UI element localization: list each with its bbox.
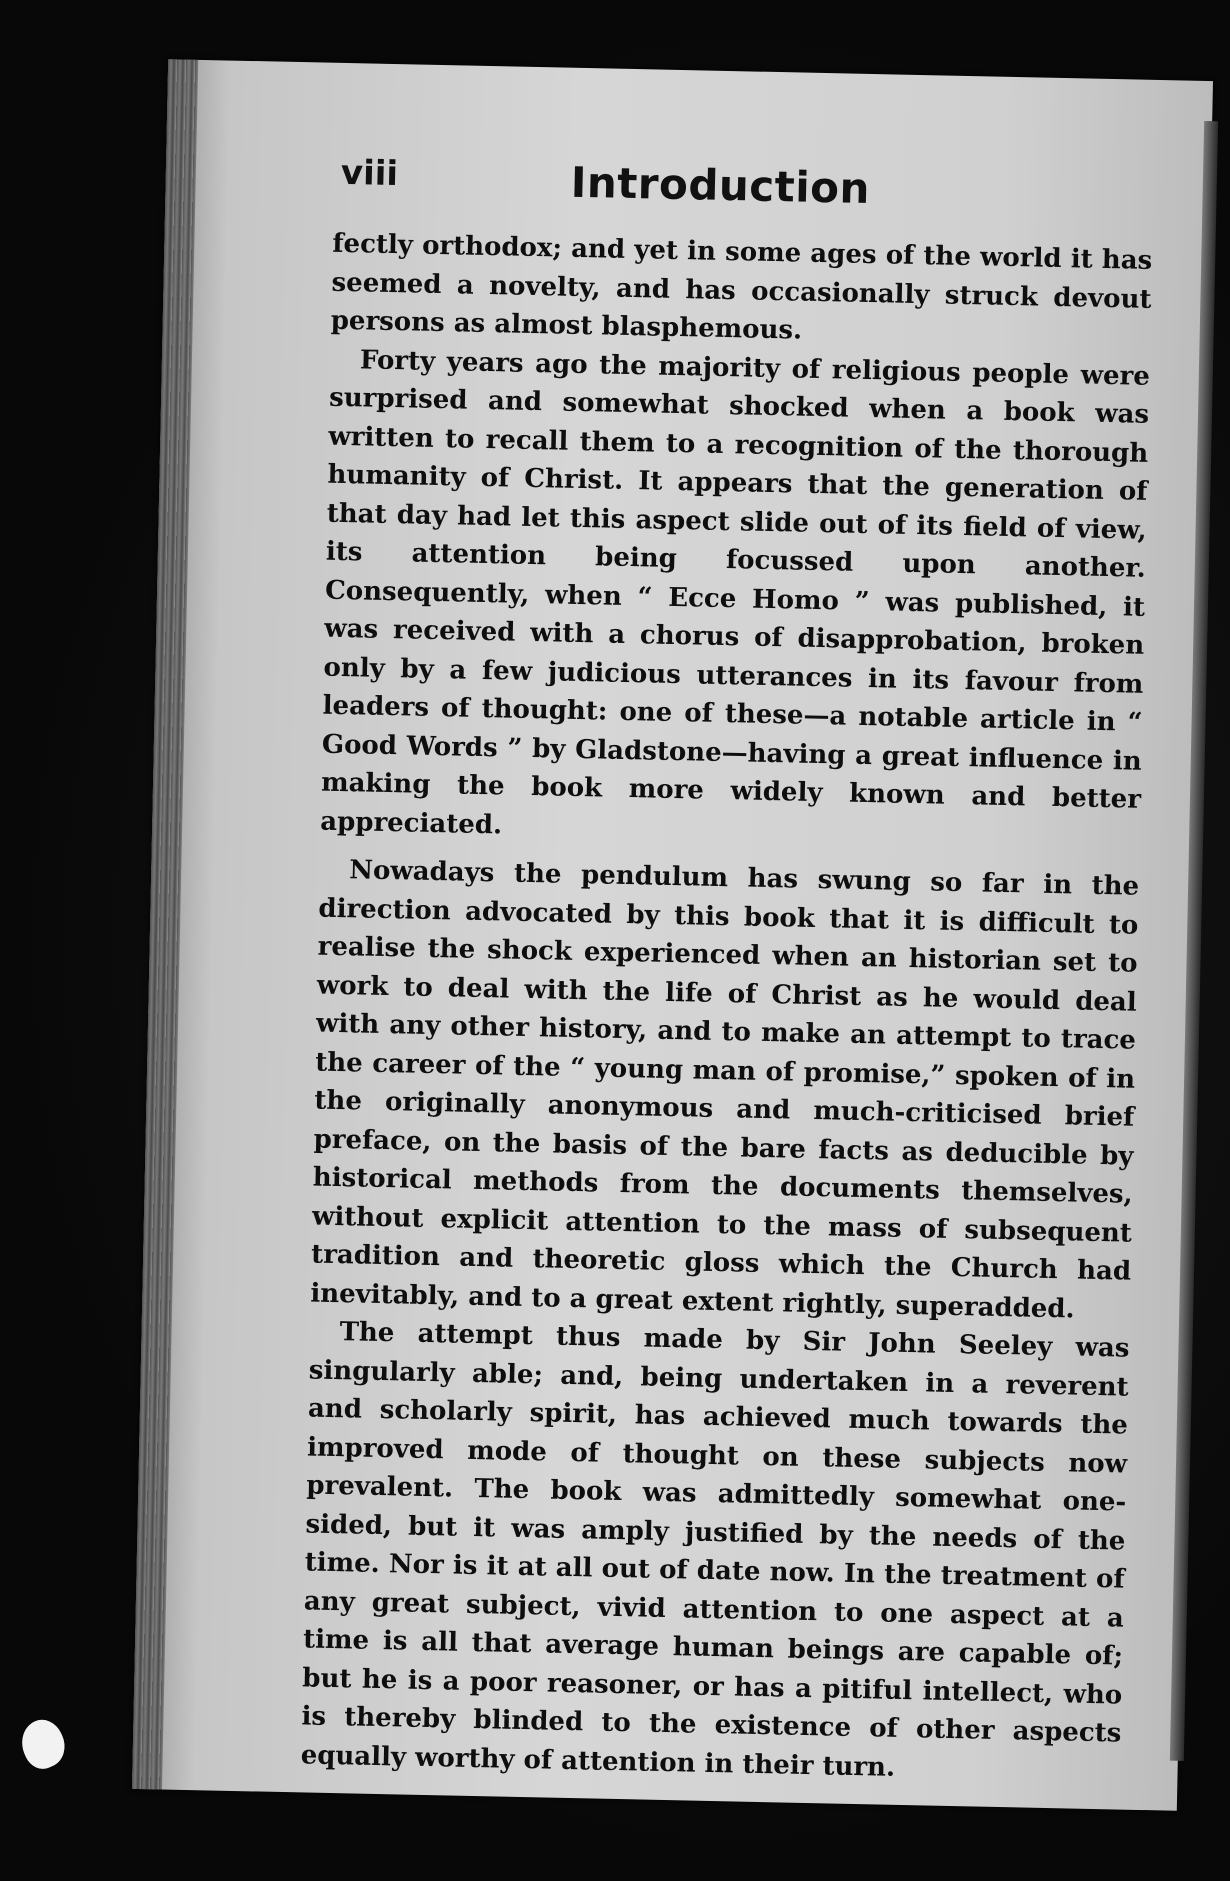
- paragraph-ecce-homo: Forty years ago the majority of religious people were surprised and somewhat shocked when a book was written to recall them to a recognition of the thorough humanity of Christ. It appears that the generation of that day had let this aspect slide out of its field of view, its attention being focussed upon another. Consequently, when “ Ecce Homo ” was published, it was received with a chorus of disapprobation, broken only by a few judicious utterances in its favour from leaders of thought: one of these—a notable article in “ Good Words ” by Gladstone—having a great influence in making the book more widely known and better appreciated.: [319, 344, 1151, 840]
- paragraph-continued: fectly orthodox; and yet in some ages of the world it has seemed a novelty, and has occasionally struck devout persons as almost blasphemous.: [330, 228, 1153, 346]
- page-header: [340, 153, 1101, 229]
- book-page: [132, 59, 1213, 1811]
- paragraph-pendulum: Nowadays the pendulum has swung so far in the direction advocated by this book that it is difficult to realise the shock experienced when an historian set to work to deal with the life of Christ as he would deal with any other history, and to make an attempt to trace the career of the “ young man of promise,” spoken of in the originally anonymous and much-criticised brief preface, on the basis of the bare facts as deducible by historical methods from the documents themselves, without explicit attention to the mass of subsequent tradition and theoretic gloss which the Church had inevitably, and to a great extent rightly, superadded.: [310, 855, 1140, 1324]
- paragraph-seeley: The attempt thus made by Sir John Seeley was singularly able; and, being undertaken in a reverent and scholarly spirit, has achieved much towards the improved mode of thought on these subjects now prevalent. The book was admittedly somewhat one-sided, but it was amply justified by the needs of the time. Nor is it at all out of date now. In the treatment of any great subject, vivid attention to one aspect at a time is all that average human beings are capable of; but he is a poor reasoner, or has a pitiful intellect, who is thereby blinded to the existence of other aspects equally worthy of attention in their turn.: [300, 1317, 1130, 1783]
- body-text: [300, 225, 1152, 1792]
- running-head-title: Introduction: [570, 157, 871, 213]
- page-number: viii: [340, 152, 399, 195]
